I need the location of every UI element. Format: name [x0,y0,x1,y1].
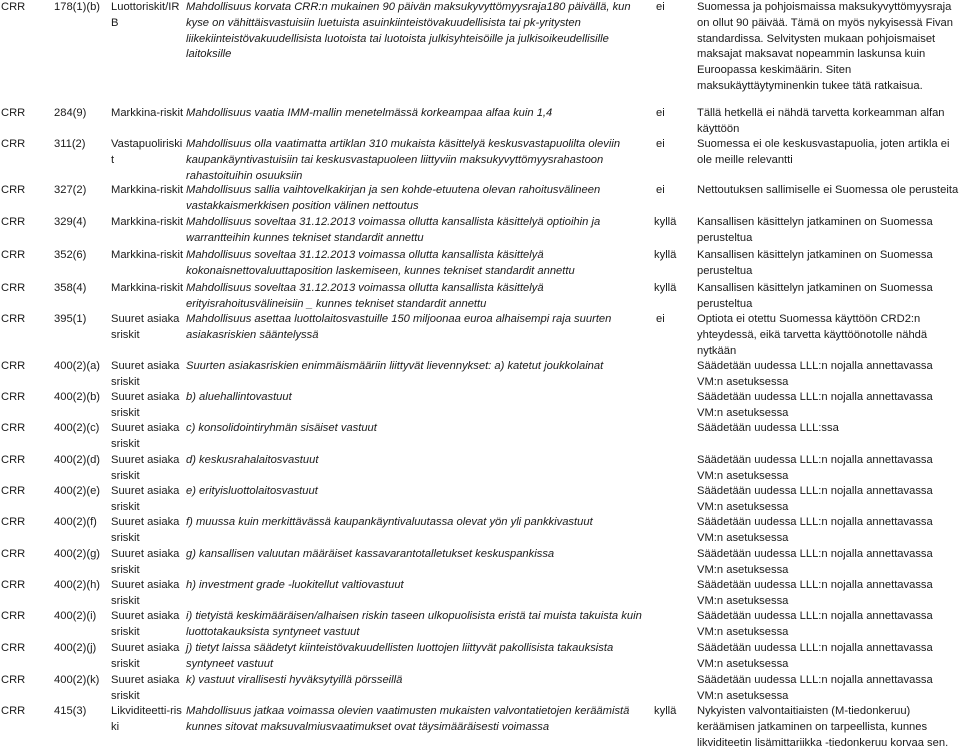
description-cell: Mahdollisuus vaatia IMM-mallin menetelmässä korkeampaa alfaa kuin 1,4 [186,107,553,119]
used-cell: ei [656,107,665,119]
note-cell: Säädetään uudessa LLL:n nojalla annettavassa VM:n asetuksessa [697,579,933,607]
description-cell: b) aluehallintovastuut [186,391,292,403]
category-cell: Suuret asiakasriskit [111,674,180,702]
note-cell: Säädetään uudessa LLL:n nojalla annettavassa VM:n asetuksessa [697,674,933,702]
regulation-cell: CRR [1,391,26,403]
note-cell: Kansallisen käsittelyn jatkaminen on Suomessa perusteltua [697,249,933,277]
regulation-cell: CRR [1,360,26,372]
note-cell: Säädetään uudessa LLL:n nojalla annettavassa VM:n asetuksessa [697,548,933,576]
description-cell: Mahdollisuus jatkaa voimassa olevien vaatimusten mukaisten valvontatietojen keräämistä kunnes sitovat maksuvalmiusvaatimukset ovat täysimääräisesti voimassa [186,705,630,733]
article-cell: 400(2)(d) [54,454,101,466]
regulation-cell: CRR [1,454,26,466]
article-cell: 284(9) [54,107,87,119]
article-cell: 400(2)(i) [54,610,97,622]
category-cell: Likviditeetti-riski [111,705,182,733]
category-cell: Markkina-riskit [111,249,184,261]
article-cell: 329(4) [54,216,87,228]
note-cell: Säädetään uudessa LLL:n nojalla annettavassa VM:n asetuksessa [697,360,933,388]
category-cell: Markkina-riskit [111,107,184,119]
category-cell: Luottoriskit/IRB [111,1,180,29]
description-cell: Mahdollisuus soveltaa 31.12.2013 voimassa ollutta kansallista käsittelyä kokonaisnettovaluuttaposition laskemiseen, kunnes tekniset standardit annettu [186,249,575,277]
regulation-cell: CRR [1,579,26,591]
note-cell: Suomessa ei ole keskusvastapuolia, joten artikla ei ole meille relevantti [697,138,950,166]
description-cell: Suurten asiakasriskien enimmäismääriin liittyvät lievennykset: a) katetut joukkolainat [186,360,604,372]
note-cell: Säädetään uudessa LLL:n nojalla annettavassa VM:n asetuksessa [697,454,933,482]
category-cell: Suuret asiakasriskit [111,485,180,513]
note-cell: Säädetään uudessa LLL:n nojalla annettavassa VM:n asetuksessa [697,485,933,513]
note-cell: Säädetään uudessa LLL:ssa [697,422,839,434]
regulation-cell: CRR [1,422,26,434]
used-cell: kyllä [654,282,677,294]
article-cell: 352(6) [54,249,87,261]
article-cell: 415(3) [54,705,87,717]
note-cell: Optiota ei otettu Suomessa käyttöön CRD2:n yhteydessä, eikä tarvetta käyttöönotolle nähdä nytkään [697,313,928,357]
note-cell: Säädetään uudessa LLL:n nojalla annettavassa VM:n asetuksessa [697,610,933,638]
used-cell: kyllä [654,705,677,717]
category-cell: Markkina-riskit [111,184,184,196]
description-cell: Mahdollisuus korvata CRR:n mukainen 90 päivän maksukyvyttömyysraja180 päivällä, kun kyse on vähittäisvastuisiin luetuista asuinkiinteistövakuudellisista tai pk-yritysten liikekiinteistövakuudellisista luotoista tai luotoista julkisyhteisöille ja julkisoikeudellisille laitoksille [186,1,631,61]
article-cell: 311(2) [54,138,86,150]
description-cell: Mahdollisuus asettaa luottolaitosvastuille 150 miljoonaa euroa alhaisempi raja suurten asiakasriskien sääntelyssä [186,313,612,341]
regulation-cell: CRR [1,282,26,294]
note-cell: Nettoutuksen sallimiselle ei Suomessa ole perusteita [697,184,959,196]
description-cell: Mahdollisuus sallia vaihtovelkakirjan ja sen kohde-etuutena olevan rahoitusvälineen vastakkaismerkkisen position välinen nettoutus [186,184,601,212]
description-cell: e) erityisluottolaitosvastuut [186,485,318,497]
description-cell: j) tietyt laissa säädetyt kiinteistövakuudellisten luottojen liittyvät pakollisista takauksista syntyneet vastuut [186,642,614,670]
description-cell: f) muussa kuin merkittävässä kaupankäyntivaluutassa olevat yön yli pankkivastuut [186,516,593,528]
regulation-cell: CRR [1,674,26,686]
used-cell: ei [656,184,665,196]
note-cell: Säädetään uudessa LLL:n nojalla annettavassa VM:n asetuksessa [697,642,933,670]
article-cell: 400(2)(a) [54,360,101,372]
regulation-cell: CRR [1,249,26,261]
category-cell: Suuret asiakasriskit [111,516,180,544]
note-cell: Suomessa ja pohjoismaissa maksukyvyttömyysraja on ollut 90 päivää. Tämä on myös nykyisessä Fivan standardissa. Selvitysten mukaan pohjoismaiset maksajat maksavat nopeammin laskunsa kuin Euroopassa keskimäärin. Siten maksukäyttäytyminenkin tukee tätä ratkaisua. [697,1,953,92]
regulation-cell: CRR [1,1,26,13]
article-cell: 395(1) [54,313,87,325]
regulation-cell: CRR [1,107,26,119]
note-cell: Nykyisten valvontaitiaisten (M-tiedonkeruu) keräämisen jatkaminen on tarpeellista, kunnes likviditeetin lisämittariikka -tiedonkeruu korvaa sen. [697,705,949,749]
used-cell: ei [656,1,665,13]
article-cell: 400(2)(g) [54,548,101,560]
article-cell: 400(2)(e) [54,485,101,497]
category-cell: Suuret asiakasriskit [111,422,180,450]
article-cell: 400(2)(f) [54,516,97,528]
article-cell: 400(2)(k) [54,674,100,686]
regulation-cell: CRR [1,516,26,528]
regulation-cell: CRR [1,216,26,228]
used-cell: ei [656,138,665,150]
description-cell: k) vastuut virallisesti hyväksytyillä pörsseillä [186,674,403,686]
description-cell: c) konsolidointiryhmän sisäiset vastuut [186,422,377,434]
category-cell: Suuret asiakasriskit [111,360,180,388]
used-cell: kyllä [654,249,677,261]
category-cell: Suuret asiakasriskit [111,391,180,419]
article-cell: 358(4) [54,282,87,294]
description-cell: Mahdollisuus soveltaa 31.12.2013 voimassa ollutta kansallista käsittelyä erityisrahoitusvälineisiin _ kunnes tekniset standardit annettu [186,282,544,310]
category-cell: Vastapuoliriskit [111,138,183,166]
article-cell: 178(1)(b) [54,1,101,13]
regulation-cell: CRR [1,485,26,497]
description-cell: i) tietyistä keskimääräisen/alhaisen riskin taseen ulkopuolisista eristä tai muista takuista kuin luottotakauksista syntyneet vastuut [186,610,642,638]
used-cell: ei [656,313,665,325]
note-cell: Säädetään uudessa LLL:n nojalla annettavassa VM:n asetuksessa [697,516,933,544]
category-cell: Suuret asiakasriskit [111,454,180,482]
category-cell: Suuret asiakasriskit [111,548,180,576]
note-cell: Säädetään uudessa LLL:n nojalla annettavassa VM:n asetuksessa [697,391,933,419]
category-cell: Markkina-riskit [111,216,184,228]
regulation-cell: CRR [1,642,26,654]
regulation-cell: CRR [1,313,26,325]
article-cell: 327(2) [54,184,87,196]
regulation-cell: CRR [1,548,26,560]
category-cell: Suuret asiakasriskit [111,610,180,638]
used-cell: kyllä [654,216,677,228]
category-cell: Markkina-riskit [111,282,184,294]
category-cell: Suuret asiakasriskit [111,579,180,607]
description-cell: h) investment grade -luokitellut valtiovastuut [186,579,404,591]
note-cell: Tällä hetkellä ei nähdä tarvetta korkeamman alfan käyttöön [697,107,945,135]
category-cell: Suuret asiakasriskit [111,313,180,341]
regulation-cell: CRR [1,610,26,622]
regulation-cell: CRR [1,184,26,196]
description-cell: d) keskusrahalaitosvastuut [186,454,319,466]
description-cell: Mahdollisuus soveltaa 31.12.2013 voimassa ollutta kansallista käsittelyä optioihin ja warrantteihin kunnes tekniset standardit annettu [186,216,601,244]
article-cell: 400(2)(b) [54,391,101,403]
article-cell: 400(2)(j) [54,642,97,654]
description-cell: g) kansallisen valuutan määräiset kassavarantotalletukset keskuspankissa [186,548,555,560]
description-cell: Mahdollisuus olla vaatimatta artiklan 310 mukaista käsittelyä keskusvastapuolilta oleviin kaupankäyntivastuisiin tai keskusvastapuoleen liittyviin maksukyvyttömyysrahastoon rahastoituihin osuuksiin [186,138,621,182]
article-cell: 400(2)(h) [54,579,101,591]
regulation-cell: CRR [1,138,26,150]
category-cell: Suuret asiakasriskit [111,642,180,670]
regulation-cell: CRR [1,705,26,717]
note-cell: Kansallisen käsittelyn jatkaminen on Suomessa perusteltua [697,282,933,310]
article-cell: 400(2)(c) [54,422,100,434]
note-cell: Kansallisen käsittelyn jatkaminen on Suomessa perusteltua [697,216,933,244]
